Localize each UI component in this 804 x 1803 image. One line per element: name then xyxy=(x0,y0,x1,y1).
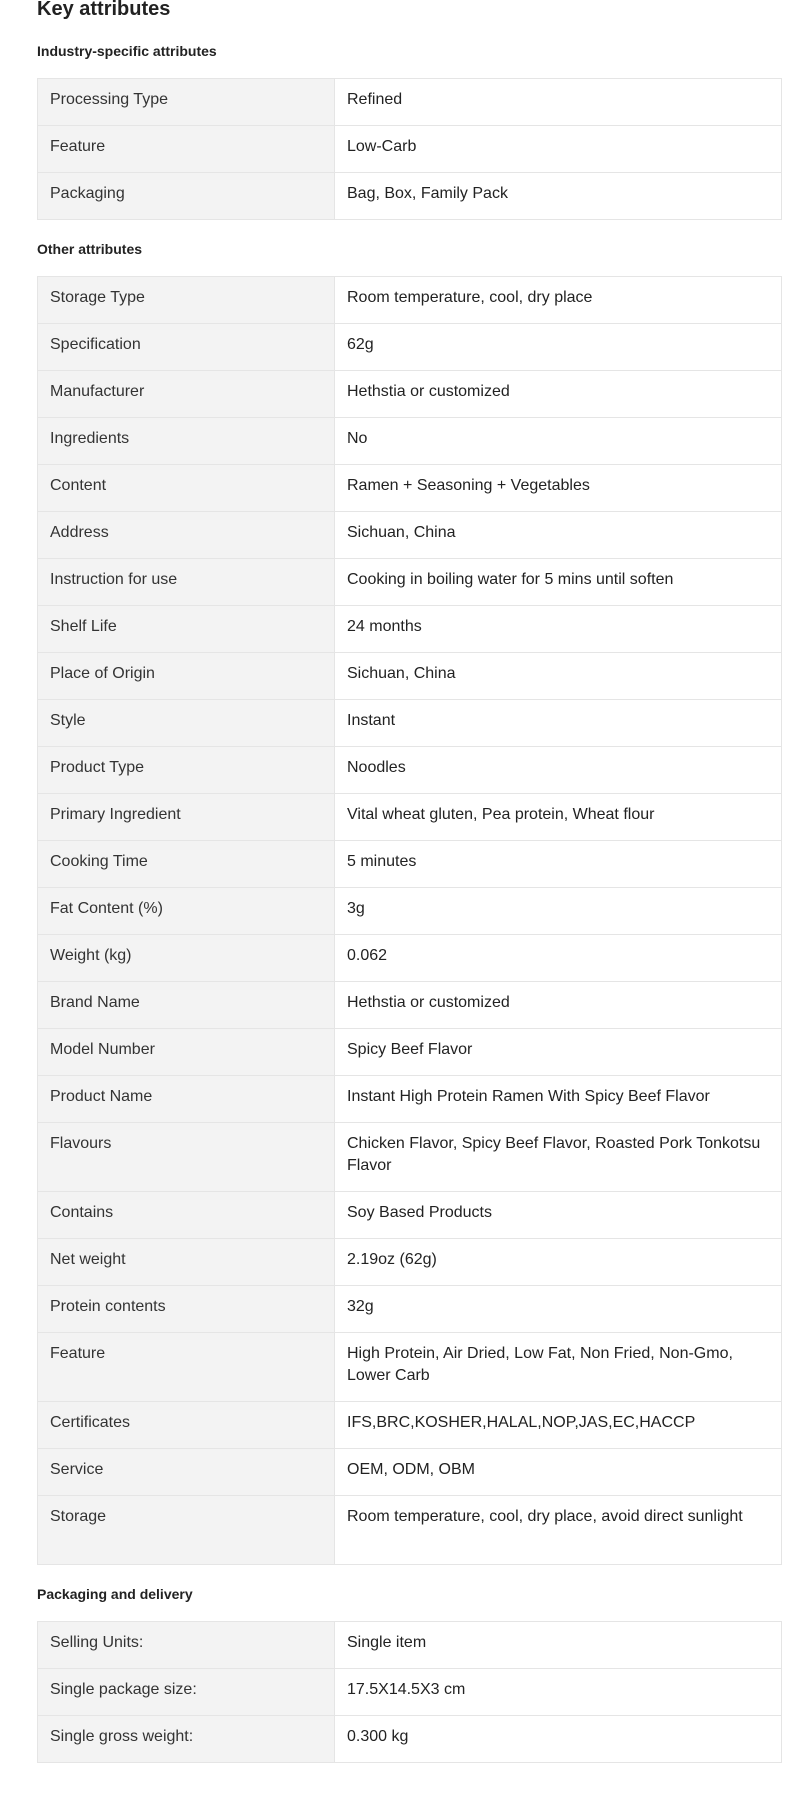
attribute-name: Brand Name xyxy=(38,982,335,1029)
key-attributes-panel xyxy=(37,0,782,1763)
attribute-name: Weight (kg) xyxy=(38,935,335,982)
attribute-row xyxy=(38,79,782,126)
attribute-name: Fat Content (%) xyxy=(38,888,335,935)
attribute-name: Selling Units: xyxy=(38,1622,335,1669)
attribute-name: Packaging xyxy=(38,173,335,220)
attribute-row xyxy=(38,465,782,512)
attribute-name: Cooking Time xyxy=(38,841,335,888)
attribute-name: Model Number xyxy=(38,1029,335,1076)
attribute-value: No xyxy=(335,418,782,465)
attribute-value: Ramen + Seasoning + Vegetables xyxy=(335,465,782,512)
attribute-name: Single package size: xyxy=(38,1669,335,1716)
attribute-row xyxy=(38,1622,782,1669)
attribute-row xyxy=(38,747,782,794)
attribute-row xyxy=(38,1402,782,1449)
attribute-value: 3g xyxy=(335,888,782,935)
other-attributes-table xyxy=(37,276,782,1565)
attribute-value: Hethstia or customized xyxy=(335,982,782,1029)
attribute-name: Instruction for use xyxy=(38,559,335,606)
attribute-row xyxy=(38,277,782,324)
attribute-row xyxy=(38,1076,782,1123)
page-title: Key attributes xyxy=(37,0,171,20)
attribute-name: Processing Type xyxy=(38,79,335,126)
attribute-row xyxy=(38,1333,782,1402)
attribute-name: Service xyxy=(38,1449,335,1496)
attribute-value: Single item xyxy=(335,1622,782,1669)
attribute-row xyxy=(38,841,782,888)
attribute-row xyxy=(38,126,782,173)
attribute-value: Hethstia or customized xyxy=(335,371,782,418)
section-heading-packaging: Packaging and delivery xyxy=(37,1586,193,1602)
attribute-row xyxy=(38,512,782,559)
section-heading-industry: Industry-specific attributes xyxy=(37,43,217,59)
attribute-value: High Protein, Air Dried, Low Fat, Non Fried, Non-Gmo, Lower Carb xyxy=(335,1333,782,1402)
attribute-name: Storage xyxy=(38,1496,335,1565)
attribute-value: 32g xyxy=(335,1286,782,1333)
attribute-row xyxy=(38,606,782,653)
attribute-value: Room temperature, cool, dry place, avoid direct sunlight xyxy=(335,1496,782,1565)
attribute-value: Noodles xyxy=(335,747,782,794)
attribute-value: Vital wheat gluten, Pea protein, Wheat flour xyxy=(335,794,782,841)
attribute-value: Instant High Protein Ramen With Spicy Beef Flavor xyxy=(335,1076,782,1123)
attribute-name: Feature xyxy=(38,1333,335,1402)
section-heading-other: Other attributes xyxy=(37,241,143,257)
attribute-value: Instant xyxy=(335,700,782,747)
attribute-row xyxy=(38,1496,782,1565)
attribute-name: Manufacturer xyxy=(38,371,335,418)
attribute-row xyxy=(38,1123,782,1192)
attribute-row xyxy=(38,1449,782,1496)
attribute-name: Feature xyxy=(38,126,335,173)
attribute-row xyxy=(38,173,782,220)
attribute-row xyxy=(38,559,782,606)
attribute-value: Bag, Box, Family Pack xyxy=(335,173,782,220)
attribute-value: 24 months xyxy=(335,606,782,653)
attribute-value: Soy Based Products xyxy=(335,1192,782,1239)
attribute-value: OEM, ODM, OBM xyxy=(335,1449,782,1496)
attribute-value: 0.300 kg xyxy=(335,1716,782,1763)
attribute-name: Product Name xyxy=(38,1076,335,1123)
attribute-value: IFS,BRC,KOSHER,HALAL,NOP,JAS,EC,HACCP xyxy=(335,1402,782,1449)
attribute-row xyxy=(38,1286,782,1333)
attribute-row xyxy=(38,1669,782,1716)
attribute-name: Product Type xyxy=(38,747,335,794)
industry-attributes-table xyxy=(37,78,782,220)
attribute-row xyxy=(38,888,782,935)
attribute-name: Protein contents xyxy=(38,1286,335,1333)
attribute-value: Sichuan, China xyxy=(335,512,782,559)
attribute-name: Style xyxy=(38,700,335,747)
attribute-value: 0.062 xyxy=(335,935,782,982)
attribute-row xyxy=(38,982,782,1029)
attribute-row xyxy=(38,700,782,747)
attribute-row xyxy=(38,794,782,841)
attribute-row xyxy=(38,1192,782,1239)
attribute-name: Primary Ingredient xyxy=(38,794,335,841)
attribute-value: Sichuan, China xyxy=(335,653,782,700)
attribute-value: 62g xyxy=(335,324,782,371)
packaging-delivery-table xyxy=(37,1621,782,1763)
attribute-row xyxy=(38,371,782,418)
attribute-name: Storage Type xyxy=(38,277,335,324)
attribute-row xyxy=(38,324,782,371)
attribute-name: Content xyxy=(38,465,335,512)
attribute-name: Place of Origin xyxy=(38,653,335,700)
attribute-value: Cooking in boiling water for 5 mins until soften xyxy=(335,559,782,606)
attribute-value: Refined xyxy=(335,79,782,126)
attribute-value: 17.5X14.5X3 cm xyxy=(335,1669,782,1716)
attribute-row xyxy=(38,418,782,465)
attribute-row xyxy=(38,653,782,700)
attribute-name: Flavours xyxy=(38,1123,335,1192)
attribute-row xyxy=(38,1029,782,1076)
attribute-name: Address xyxy=(38,512,335,559)
attribute-name: Specification xyxy=(38,324,335,371)
attribute-name: Contains xyxy=(38,1192,335,1239)
attribute-row xyxy=(38,1716,782,1763)
attribute-row xyxy=(38,1239,782,1286)
attribute-name: Net weight xyxy=(38,1239,335,1286)
attribute-value: Spicy Beef Flavor xyxy=(335,1029,782,1076)
attribute-name: Certificates xyxy=(38,1402,335,1449)
attribute-value: 5 minutes xyxy=(335,841,782,888)
attribute-value: Chicken Flavor, Spicy Beef Flavor, Roasted Pork Tonkotsu Flavor xyxy=(335,1123,782,1192)
attribute-row xyxy=(38,935,782,982)
attribute-name: Shelf Life xyxy=(38,606,335,653)
attribute-name: Ingredients xyxy=(38,418,335,465)
attribute-value: Low-Carb xyxy=(335,126,782,173)
attribute-value: Room temperature, cool, dry place xyxy=(335,277,782,324)
attribute-name: Single gross weight: xyxy=(38,1716,335,1763)
attribute-value: 2.19oz (62g) xyxy=(335,1239,782,1286)
